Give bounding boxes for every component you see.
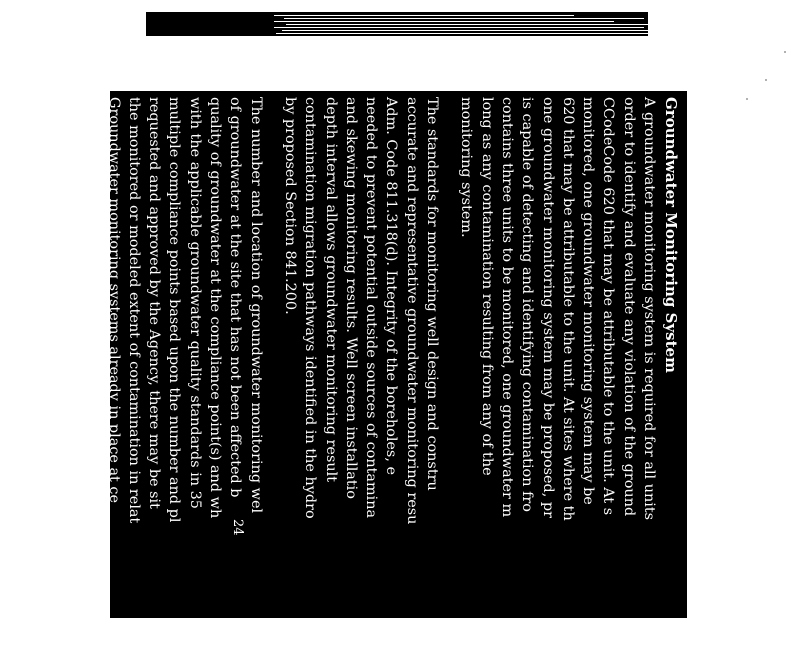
- text-line: quality of groundwater at the compliance point(s) and wh: [207, 97, 224, 519]
- text-line: multiple compliance points based upon the number and pl: [166, 97, 183, 523]
- text-line: included in the existing system. If an existing ground: [64, 97, 81, 486]
- scanned-page: [64, 91, 687, 618]
- paragraph-2: [280, 97, 442, 657]
- section-title: Groundwater Monitoring System: [662, 97, 680, 373]
- text-line: order to identify and evaluate any violation of the ground: [620, 97, 637, 517]
- text-line: monitoring system.: [458, 97, 475, 238]
- page-number: 24: [230, 519, 245, 536]
- scan-speck: [784, 51, 786, 53]
- text-line: Groundwater monitoring systems already in place at ce: [105, 97, 122, 503]
- scan-speck: [765, 79, 767, 81]
- text-line: and skewing monitoring results. Well screen installatio: [342, 97, 359, 499]
- text-line: requested and approved by the Agency, there may be sit: [146, 97, 163, 509]
- text-line: the monitored or modeled extent of contamination in relat: [125, 97, 142, 524]
- text-line: with the applicable groundwater quality standards in 35: [186, 97, 203, 509]
- text-line: The number and location of groundwater monitoring wel: [247, 97, 264, 514]
- text-line: A groundwater monitoring system is required for all units: [641, 97, 657, 521]
- text-line: accurate and representative groundwater monitoring resu: [403, 97, 420, 525]
- rotated-text-block: [64, 91, 687, 618]
- text-line: needed to prevent potential outside sources of contamina: [363, 97, 380, 519]
- text-line: contains three units to be monitored, one groundwater m: [498, 97, 515, 518]
- text-line: long as any contamination resulting from any of the: [478, 97, 495, 476]
- top-text-strip: [146, 12, 648, 36]
- text-line: by proposed Section 841.200.: [281, 97, 298, 315]
- text-line: depth interval allows groundwater monitoring result: [322, 97, 339, 482]
- text-line: monitored, one groundwater monitoring system may be: [580, 97, 597, 505]
- paragraph-3: [63, 97, 266, 657]
- text-line: The standards for monitoring well design and constru: [424, 97, 441, 491]
- scan-speck: [746, 98, 748, 100]
- text-line: CCodeCode 620 that may be attributable to the unit. At s: [600, 97, 617, 516]
- paragraph-1: [456, 97, 659, 657]
- text-line: one groundwater monitoring system may be proposed, pr: [539, 97, 556, 518]
- text-line: of groundwater at the site that has not been affected b: [227, 97, 244, 498]
- text-line: Adm. Code 811.318(d). Integrity of the boreholes, e: [383, 97, 400, 475]
- text-line: requirements of this proposed section, provided all co: [85, 97, 102, 493]
- text-line: is capable of detecting and identifying contamination fro: [519, 97, 536, 512]
- text-line: contamination migration pathways identified in the hydro: [302, 97, 319, 519]
- text-line: 620 that may be attributable to the unit. At sites where th: [559, 97, 576, 521]
